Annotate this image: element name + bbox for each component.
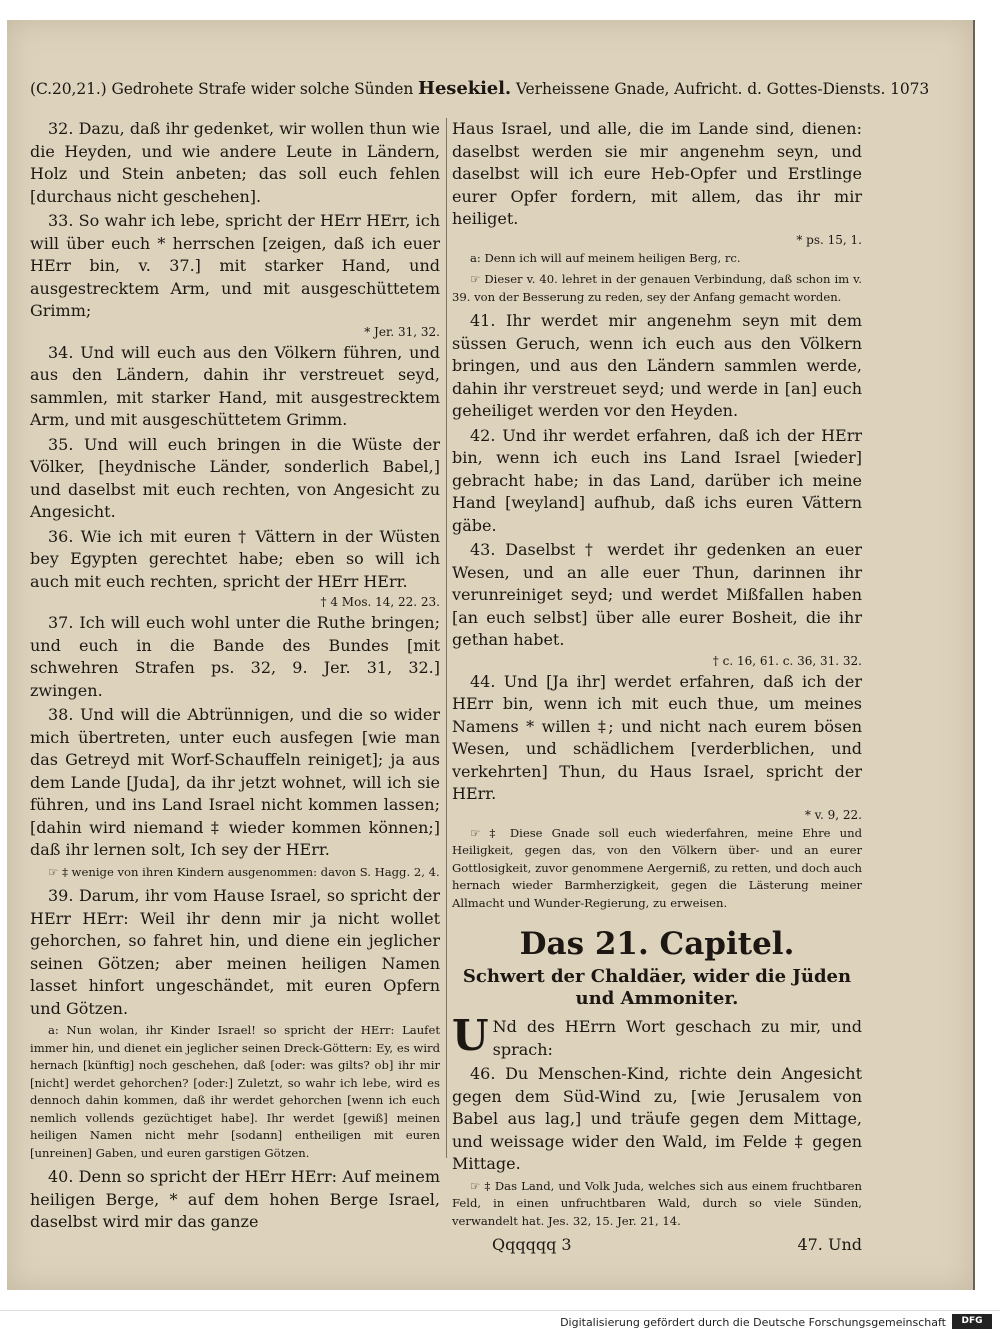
footnote: ☞ ‡ Diese Gnade soll euch wiederfahren, meine Ehre und Heiligkeit, gegen das, von den Völkern über- und an eurer Gottlosigkeit, zuvor genommene Aergerniß, zu retten, und doch auch hernach wieder Barmherzigkeit, gegen die Lästerung meiner Allmacht und Wunder-Regierung, zu erweisen. [452, 825, 862, 910]
footnote: a: Denn ich will auf meinem heiligen Berg, rc. [470, 250, 741, 265]
chapter-title: Das 21. Capitel. [519, 926, 795, 962]
chapter-body [452, 1011, 862, 1230]
footnote: ☞ ‡ Das Land, und Volk Juda, welches sich aus einem fruchtbaren Feld, in einen unfruchtbaren Wald, durch so viele Sünden, verwandelt hat. Jes. 32, 15. Jer. 21, 14. [452, 1178, 862, 1228]
verse: 43. Daselbst † werdet ihr gedenken an euer Wesen, und an alle euer Thun, darinnen ihr verunreiniget seyd; und werdet Mißfallen haben [an euch selbst] über alle eurer Bosheit, die ihr gethan habet. [452, 540, 862, 649]
verse: 37. Ich will euch wohl unter die Ruthe bringen; und euch in die Bande des Bundes [mit schwehren Strafen ps. 32, 9. Jer. 31, 32.] zwingen. [30, 613, 440, 700]
right-column [452, 118, 862, 1256]
verse-continuation: Haus Israel, und alle, die im Lande sind, dienen: daselbst werden sie mir angenehm seyn, und daselbst will ich eure Heb-Opfer und Erstlinge eurer Opfer fordern, mit allem, das ihr mir heiliget. [452, 119, 862, 228]
catchword: 47. Und [797, 1235, 862, 1254]
drop-cap: U [452, 1011, 489, 1060]
header-left: (C.20,21.) Gedrohete Strafe wider solche Sünden [30, 80, 414, 98]
verse: 41. Ihr werdet mir angenehm seyn mit dem süssen Geruch, wenn ich euch aus den Völkern bringen, und aus den Ländern sammlen werde, dahin ihr verstreuet seyd; und werde in [an] euch geheiliget werden vor den Heyden. [452, 311, 862, 420]
right-column-verses [452, 118, 862, 912]
verse: 35. Und will euch bringen in die Wüste der Völker, [heydnische Länder, sonderlich Babel,] und daselbst mit euch rechten, von Angesicht zu Angesicht. [30, 434, 440, 521]
left-column [30, 118, 440, 1236]
verse: 39. Darum, ihr vom Hause Israel, so spricht der HErr HErr: Weil ihr denn mir ja nicht wollet gehorchen, so fahret hin, und diene ein jeglicher seinen Götzen; aber meinen heiligen Namen lasset hinfort ungeschändet, mit euren Opfern und Götzen. [30, 886, 440, 1018]
cross-reference: † 4 Mos. 14, 22. 23. [320, 595, 440, 609]
footnote: ☞ ‡ wenige von ihren Kindern ausgenommen: davon S. Hagg. 2, 4. [48, 864, 440, 879]
signature-mark: Qqqqqq 3 [492, 1235, 572, 1254]
cross-reference: * Jer. 31, 32. [364, 324, 440, 339]
cross-reference: * v. 9, 22. [804, 807, 862, 822]
verse: 33. So wahr ich lebe, spricht der HErr HErr, ich will über euch * herrschen [zeigen, daß ich euer HErr bin, v. 37.] mit starker Hand, und ausgestrecktem Arm, und mit ausgeschüttetem Grimm; [30, 211, 440, 320]
header-right: Verheissene Gnade, Aufricht. d. Gottes-Diensts. 1073 [515, 80, 930, 98]
footnote: ☞ Dieser v. 40. lehret in der genauen Verbindung, daß schon im v. 39. von der Besserung zu reden, sey der Anfang gemacht worden. [452, 272, 862, 304]
dfg-logo: DFG [952, 1314, 992, 1329]
column-divider [446, 118, 447, 1158]
verse: 42. Und ihr werdet erfahren, daß ich der HErr bin, wenn ich euch ins Land Israel [wieder] gebracht habe; in das Land, darüber ich meine Hand [weyland] aufhub, daß ichs euren Vättern gäbe. [452, 425, 862, 535]
verse: 40. Denn so spricht der HErr HErr: Auf meinem heiligen Berge, * auf dem hohen Berge Israel, daselbst wird mir das ganze [30, 1167, 440, 1231]
signature-row [452, 1234, 862, 1256]
verse: 46. Du Menschen-Kind, richte dein Angesicht gegen dem Süd-Wind zu, [wie Jerusalem von Babel aus lag,] und träufe gegen dem Mittage, und weissage wider den Wald, im Felde ‡ gegen Mittage. [452, 1064, 862, 1173]
verse: 32. Dazu, daß ihr gedenket, wir wollen thun wie die Heyden, und wie andere Leute in Ländern, Holz und Stein anbeten; das soll euch fehlen [durchaus nicht geschehen]. [30, 119, 440, 206]
cross-reference: * ps. 15, 1. [796, 232, 862, 247]
footnote: a: Nun wolan, ihr Kinder Israel! so spricht der HErr: Laufet immer hin, und dienet ein jeglicher seinen Dreck-Göttern: Ey, es wird hernach [künftig] noch geschehen, daß [oder: was gilts? ob] ihr mir [nicht] werdet gehorchen? [oder:] Zuletzt, so wahr ich lebe, wird es dennoch dahin kommen, daß ihr werdet gehorchen [wenn ich euch nemlich vollends gezüchtiget habe]. Ihr werdet [gewiß] meinen heiligen Namen nicht mehr [sodann] entheiligen mit euren [unreinen] Gaben, und euren garstigen Götzen. [30, 1023, 440, 1160]
footer-credit: Digitalisierung gefördert durch die Deutsche Forschungsgemeinschaft [560, 1316, 946, 1329]
verse: 44. Und [Ja ihr] werdet erfahren, daß ich der HErr bin, wenn ich mit euch thue, um meines Namens * willen ‡; und nicht nach eurem bösen Wesen, und schädlichem [verderblichen, und verkehrten] Thun, du Haus Israel, spricht der HErr. [452, 671, 862, 803]
chapter-subtitle: Schwert der Chaldäer, wider die Jüden und Ammoniter. [462, 966, 852, 1009]
verse: 38. Und will die Abtrünnigen, und die so wider mich übertreten, unter euch ausfegen [wie man das Getreyd mit Worf-Schauffeln reiniget]; ja aus dem Lande [Juda], da ihr jetzt wohnet, will ich sie führen, und ins Land Israel nicht kommen lassen; [dahin wird niemand ‡ wieder kommen können;] daß ihr lernen solt, Ich sey der HErr. [30, 705, 440, 859]
verse: 34. Und will euch aus den Völkern führen, und aus den Ländern, dahin ihr verstreuet seyd, sammlen, mit starker Hand, mit ausgestrecktem Arm, und mit ausgeschüttetem Grimm. [30, 342, 440, 429]
opening-text: Nd des HErrn Wort geschach zu mir, und sprach: [492, 1017, 862, 1059]
header-center: Hesekiel. [418, 78, 512, 99]
cross-reference: † c. 16, 61. c. 36, 31. 32. [712, 653, 862, 668]
chapter-opening [452, 1011, 862, 1061]
verse: 36. Wie ich mit euren † Vättern in der Wüsten bey Egypten gerechtet habe; eben so will ich auch mit euch rechten, spricht der HErr HErr. [30, 526, 440, 591]
running-header [30, 78, 930, 99]
